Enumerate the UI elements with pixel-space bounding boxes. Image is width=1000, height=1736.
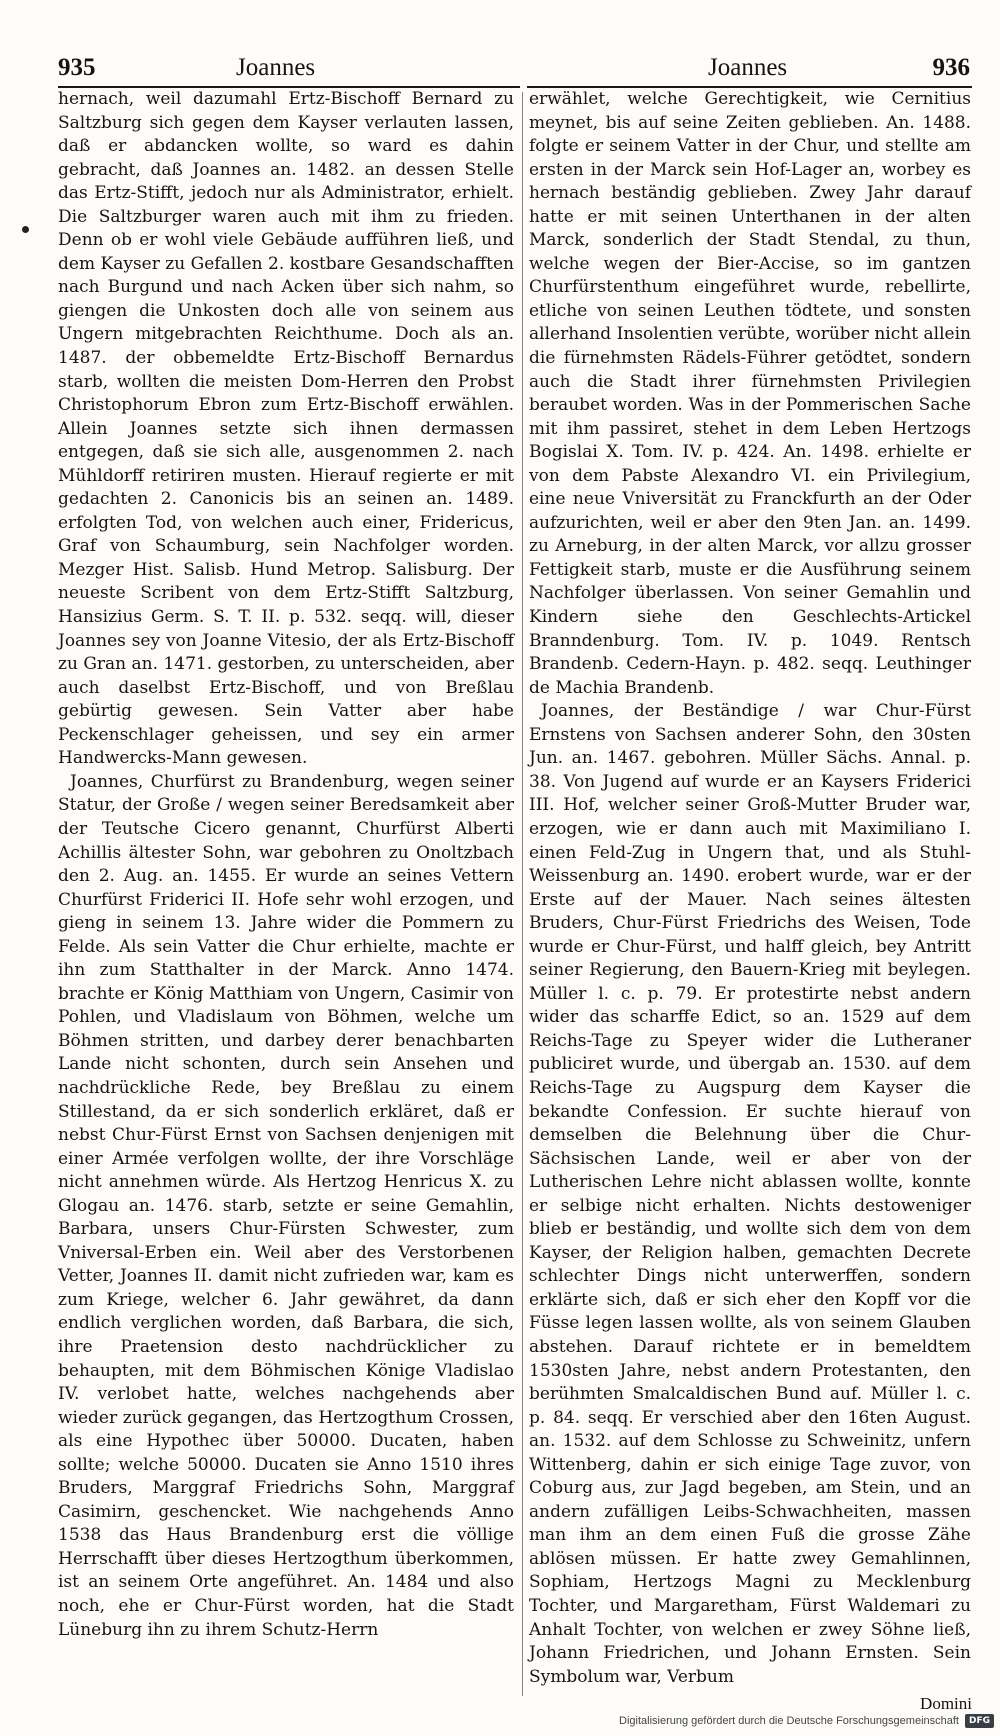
digitization-footer: [619, 1712, 994, 1730]
left-column: [58, 88, 514, 1642]
headword-left: Joannes: [236, 54, 316, 81]
headword-right: Joannes: [708, 54, 788, 81]
page-number-left: 935: [58, 54, 96, 81]
running-header: [58, 50, 970, 86]
column-divider: [522, 92, 523, 1696]
footer-credit: Digitalisierung gefördert durch die Deutsche Forschungsgemeinschaft: [619, 1715, 959, 1727]
left-paragraph-2: Joannes, Churfürst zu Brandenburg, wegen seiner Statur, der Große / wegen seiner Beredsamkeit aber der Teutsche Cicero genannt, Churfürst Alberti Achillis ältester Sohn, war gebohren zu Onoltzbach den 2. Aug. an. 1455. Er wurde an seines Vettern Churfürst Friderici II. Hofe sehr wohl erzogen, und gieng in seinem 13. Jahre wider die Pommern zu Felde. Als sein Vatter die Chur erhielte, machte er ihn zum Statthalter in der Marck. Anno 1474. brachte er König Matthiam von Ungern, Casimir von Pohlen, und Vladislaum von Böhmen, welche um Böhmen stritten, und darbey derer benachbarten Lande nicht schonten, durch sein Ansehen und nachdrückliche Rede, bey Breßlau zu einem Stillestand, da er sich sonderlich erkläret, daß er nebst Chur-Fürst Ernst von Sachsen denjenigen mit einer Armée verfolgen wollte, der ihre Vorschläge nicht annehmen würde. Als Hertzog Henricus X. zu Glogau an. 1476. starb, setzte er seine Gemahlin, Barbara, unsers Chur-Fürsten Schwester, zum Vniversal-Erben ein. Weil aber des Verstorbenen Vetter, Joannes II. damit nicht zufrieden war, kam es zum Kriege, welcher 6. Jahr gewähret, da dann endlich verglichen worden, daß Barbara, die sich, ihre Praetension desto nachdrücklicher zu behaupten, mit dem Böhmischen Könige Vladislao IV. verlobet hatte, welches nachgehends aber wieder zurück gegangen, das Hertzogthum Crossen, als eine Hypothec über 50000. Ducaten, haben sollte; welche 50000. Ducaten sie Anno 1510 ihres Bruders, Marggraf Friedrichs Sohn, Marggraf Casimirn, geschencket. Wie nachgehends Anno 1538 das Haus Brandenburg erst die völlige Herrschafft über dieses Hertzogthum überkommen, ist an seinem Orte angeführet. An. 1484 und also noch, ehe er Chur-Fürst worden, hat die Stadt Lüneburg ihn zu ihrem Schutz-Herrn: [58, 771, 514, 1640]
right-paragraph-2: Joannes, der Beständige / war Chur-Fürst Ernstens von Sachsen anderer Sohn, den 30sten Jun. an. 1467. gebohren. Müller Sächs. Annal. p. 38. Von Jugend auf wurde er an Kaysers Friderici III. Hof, welcher seiner Groß-Mutter Bruder war, erzogen, wie er dann auch mit Maximiliano I. einen Feld-Zug in Ungern that, und als Stuhl-Weissenburg an. 1490. erobert wurde, war er der Erste auf der Mauer. Nach seines ältesten Bruders, Chur-Fürst Friedrichs des Weisen, Tode wurde er Chur-Fürst, und halff gleich, bey Antritt seiner Regierung, den Bauern-Krieg mit beylegen. Müller l. c. p. 79. Er protestirte nebst andern wider das scharffe Edict, so an. 1529 auf dem Reichs-Tage zu Speyer wider die Lutheraner publiciret wurde, und übergab an. 1530. auf dem Reichs-Tage zu Augspurg dem Kayser die bekandte Confession. Er suchte hierauf von demselben die Belehnung über die Chur-Sächsischen Lande, weil er aber von der Lutherischen Lehre nicht ablassen wollte, konnte er selbige nicht erhalten. Nichts destoweniger blieb er beständig, und wollte sich dem von dem Kayser, der Religion halben, gemachten Decrete schlechter Dings nicht unterwerffen, sondern erklärte sich, daß er sich eher den Kopff vor die Füsse legen lassen wollte, als von seinem Glauben abstehen. Darauf richtete er in bemeldtem 1530sten Jahre, nebst andern Protestanten, den berühmten Smalcaldischen Bund auf. Müller l. c. p. 84. seqq. Er verschied aber den 16ten August. an. 1532. auf dem Schlosse zu Schweinitz, unfern Wittenberg, dahin er sich einige Tage zuvor, von Coburg aus, zur Jagd begeben, am Stein, und an andern zufälligen Leibs-Schwachheiten, massen man ihm an dem einen Fuß die grosse Zähe ablösen müssen. Er hatte zwey Gemahlinnen, Sophiam, Hertzogs Magni zu Mecklenburg Tochter, und Margaretham, Fürst Waldemari zu Anhalt Tochter, von welchen er zwey Söhne ließ, Johann Friedrichen, und Johann Ernsten. Sein Symbolum war, Verbum: [529, 701, 971, 1687]
left-paragraph-1: hernach, weil dazumahl Ertz-Bischoff Bernard zu Saltzburg sich gegen dem Kayser verlauten lassen, daß er abdancken wollte, so ward es dahin gebracht, daß Joannes an. 1482. an dessen Stelle das Ertz-Stifft, jedoch nur als Administrator, erhielt. Die Saltzburger waren auch mit ihm zu frieden. Denn ob er wohl viele Gebäude aufführen ließ, und dem Kayser zu Gefallen 2. kostbare Gesandschafften nach Burgund und nach Acken über sich nahm, so giengen die Unkosten doch alle von seinem aus Ungern mitgebrachten Reichthume. Doch als an. 1487. der obbemeldte Ertz-Bischoff Bernardus starb, wollten die meisten Dom-Herren den Probst Christophorum Ebron zum Ertz-Bischoff erwählen. Allein Joannes setzte sich ihnen dermassen entgegen, daß sie sich alle, ausgenommen 2. nach Mühldorff retiriren musten. Hierauf regierte er mit gedachten 2. Canonicis bis an seinen an. 1489. erfolgten Tod, von welchen auch einer, Fridericus, Graf von Schaumburg, sein Nachfolger worden. Mezger Hist. Salisb. Hund Metrop. Salisburg. Der neueste Scribent von dem Ertz-Stifft Saltzburg, Hansizius Germ. S. T. II. p. 532. seqq. will, dieser Joannes sey von Joanne Vitesio, der als Ertz-Bischoff zu Gran an. 1471. gestorben, zu unterscheiden, aber auch daselbst Ertz-Bischoff, und von Breßlau gebürtig gewesen. Sein Vatter aber habe Peckenschlager geheissen, und sey ein armer Handwercks-Mann gewesen.: [58, 89, 514, 769]
right-paragraph-1: erwählet, welche Gerechtigkeit, wie Cernitius meynet, bis auf seine Zeiten geblieben. An. 1488. folgte er seinem Vatter in der Chur, und stellte am ersten in der Marck sein Hof-Lager an, worbey es hernach beständig geblieben. Zwey Jahr darauf hatte er mit seinen Unterthanen in der alten Marck, sonderlich der Stadt Stendal, zu thun, welche wegen der Bier-Accise, so im gantzen Churfürstenthum eingeführet wurde, rebellirte, etliche von seinen Leuthen tödtete, und sonsten allerhand Insolentien verübte, worüber nicht allein die fürnehmsten Rädels-Führer getödtet, sondern auch die Stadt ihrer fürnehmsten Privilegien beraubet worden. Was in der Pommerischen Sache mit ihm passiret, stehet in dem Leben Hertzogs Bogislai X. Tom. IV. p. 424. An. 1498. erhielte er von dem Pabste Alexandro VI. ein Privilegium, eine neue Vniversität zu Franckfurth an der Oder aufzurichten, weil er aber den 9ten Jan. an. 1499. zu Arneburg, in der alten Marck, vor allzu grosser Fettigkeit starb, muste er die Ausführung seinem Nachfolger überlassen. Von seiner Gemahlin und Kindern siehe den Geschlechts-Artickel Branndenburg. Tom. IV. p. 1049. Rentsch Brandenb. Cedern-Hayn. p. 482. seqq. Leuthinger de Machia Brandenb.: [529, 89, 971, 698]
page-number-right: 936: [932, 54, 970, 81]
dfg-logo-icon: DFG: [965, 1714, 994, 1728]
catchword: Domini: [920, 1694, 972, 1713]
right-column: [529, 88, 971, 1689]
margin-dot-mark: [22, 226, 29, 233]
